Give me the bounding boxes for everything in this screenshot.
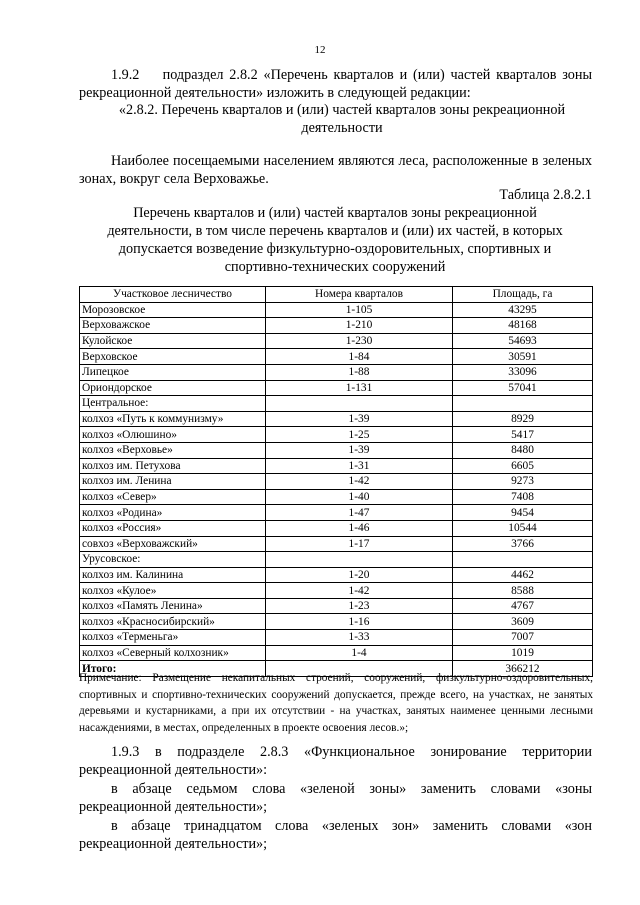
cell-area: 4767: [453, 598, 593, 614]
table-label: Таблица 2.8.2.1: [499, 187, 592, 203]
cell-quarters: 1-42: [266, 583, 453, 599]
cell-area: [453, 552, 593, 568]
cell-forestry: колхоз «Память Ленина»: [80, 598, 266, 614]
item-1-9-3-b: в абзаце тринадцатом слова «зеленых зон» заменить словами «зон рекреационной деятельности»;: [79, 818, 592, 852]
cell-forestry: колхоз им. Ленина: [80, 474, 266, 490]
table-row: [80, 567, 593, 583]
cell-quarters: [266, 396, 453, 412]
cell-forestry: колхоз «Верховье»: [80, 442, 266, 458]
cell-quarters: 1-42: [266, 474, 453, 490]
table-row: [80, 364, 593, 380]
header-quarters: Номера кварталов: [266, 287, 453, 303]
cell-quarters: 1-230: [266, 333, 453, 349]
table-row: [80, 396, 593, 412]
cell-forestry: Морозовское: [80, 302, 266, 318]
cell-quarters: 1-25: [266, 427, 453, 443]
cell-quarters: 1-39: [266, 442, 453, 458]
cell-area: 33096: [453, 364, 593, 380]
cell-area: 5417: [453, 427, 593, 443]
cell-area: 8480: [453, 442, 593, 458]
total-label: Итого:: [80, 661, 266, 677]
table-title: Перечень кварталов и (или) частей кварталов зоны рекреационной деятельности, в том числе перечень кварталов и (или) их частей, в которых допускается возведение физкультурно-оздоровительных, спортивных и спортивно-технических сооружений: [107, 205, 563, 275]
cell-forestry: Верховское: [80, 349, 266, 365]
cell-quarters: 1-88: [266, 364, 453, 380]
cell-area: 54693: [453, 333, 593, 349]
cell-area: 8588: [453, 583, 593, 599]
header-area: Площадь, га: [453, 287, 593, 303]
cell-quarters: 1-33: [266, 630, 453, 646]
header-forestry: Участковое лесничество: [80, 287, 266, 303]
cell-quarters: 1-105: [266, 302, 453, 318]
cell-forestry: колхоз «Северный колхозник»: [80, 645, 266, 661]
table-row: [80, 302, 593, 318]
cell-quarters: 1-46: [266, 520, 453, 536]
cell-quarters: 1-40: [266, 489, 453, 505]
item-1-9-3-a: в абзаце седьмом слова «зеленой зоны» заменить словами «зоны рекреационной деятельности»;: [79, 781, 592, 815]
table-row: [80, 380, 593, 396]
table-row: [80, 505, 593, 521]
table-row: [80, 349, 593, 365]
cell-quarters: 1-20: [266, 567, 453, 583]
cell-forestry: колхоз «Олюшино»: [80, 427, 266, 443]
table-row: [80, 411, 593, 427]
cell-area: 7007: [453, 630, 593, 646]
cell-forestry: колхоз «Терменьга»: [80, 630, 266, 646]
cell-forestry: совхоз «Верховажский»: [80, 536, 266, 552]
cell-forestry: Верховажское: [80, 318, 266, 334]
cell-area: [453, 396, 593, 412]
cell-area: 4462: [453, 567, 593, 583]
cell-forestry: колхоз «Красносибирский»: [80, 614, 266, 630]
cell-forestry: колхоз «Север»: [80, 489, 266, 505]
cell-area: 1019: [453, 645, 593, 661]
table-row: [80, 489, 593, 505]
table-row: [80, 442, 593, 458]
cell-area: 10544: [453, 520, 593, 536]
cell-forestry: колхоз им. Петухова: [80, 458, 266, 474]
table-row: [80, 552, 593, 568]
table-row: [80, 427, 593, 443]
paragraph-forests: Наиболее посещаемыми населением являются леса, расположенные в зеленых зонах, вокруг села Верховажье.: [79, 153, 592, 187]
table-row: [80, 630, 593, 646]
cell-quarters: 1-4: [266, 645, 453, 661]
table-row: [80, 645, 593, 661]
cell-quarters: [266, 552, 453, 568]
cell-quarters: 1-84: [266, 349, 453, 365]
cell-quarters: 1-23: [266, 598, 453, 614]
table-body: [80, 302, 593, 676]
item-1-9-3: 1.9.3 в подразделе 2.8.3 «Функциональное зонирование территории рекреационной деятельности»:: [79, 744, 592, 778]
cell-forestry: Кулойское: [80, 333, 266, 349]
total-area: 366212: [453, 661, 593, 677]
cell-area: 3609: [453, 614, 593, 630]
cell-quarters: 1-131: [266, 380, 453, 396]
cell-forestry: колхоз «Родина»: [80, 505, 266, 521]
cell-area: 3766: [453, 536, 593, 552]
page-number: 12: [314, 44, 326, 56]
table-note: Примечание: Размещение некапитальных строений, сооружений, физкультурно-оздоровительных, спортивных и спортивно-технических сооружений допускается, прежде всего, на участках, не занятых деревьями и кустарниками, а при их отсутствии - на участках, занятых наименее ценными лесными насаждениями, в местах, определенных в проекте освоения лесов.»;: [79, 672, 593, 734]
cell-forestry: колхоз им. Калинина: [80, 567, 266, 583]
cell-quarters: 1-39: [266, 411, 453, 427]
cell-forestry: колхоз «Россия»: [80, 520, 266, 536]
cell-area: 9273: [453, 474, 593, 490]
table-row: [80, 474, 593, 490]
cell-area: 43295: [453, 302, 593, 318]
cell-forestry: Центральное:: [80, 396, 266, 412]
cell-area: 8929: [453, 411, 593, 427]
cell-quarters: 1-210: [266, 318, 453, 334]
cell-forestry: колхоз «Путь к коммунизму»: [80, 411, 266, 427]
cell-quarters: 1-17: [266, 536, 453, 552]
cell-quarters: 1-47: [266, 505, 453, 521]
cell-quarters: 1-31: [266, 458, 453, 474]
cell-area: 9454: [453, 505, 593, 521]
table-row: [80, 520, 593, 536]
forestry-table: [79, 286, 593, 677]
cell-area: 30591: [453, 349, 593, 365]
table-row: [80, 598, 593, 614]
intro-line: 1.9.2 подраздел 2.8.2 «Перечень кварталов и (или) частей кварталов зоны рекреационной деятельности» изложить в следующей редакции:: [79, 67, 592, 101]
cell-area: 6605: [453, 458, 593, 474]
table-row: [80, 536, 593, 552]
cell-quarters: 1-16: [266, 614, 453, 630]
cell-forestry: Липецкое: [80, 364, 266, 380]
table-row: [80, 318, 593, 334]
cell-area: 7408: [453, 489, 593, 505]
table-row: [80, 458, 593, 474]
table-row: [80, 614, 593, 630]
table-row: [80, 583, 593, 599]
cell-area: 57041: [453, 380, 593, 396]
table-header-row: [80, 287, 593, 303]
cell-forestry: колхоз «Кулое»: [80, 583, 266, 599]
section-heading: «2.8.2. Перечень кварталов и (или) частей кварталов зоны рекреационной деятельности: [118, 102, 566, 136]
cell-forestry: Урусовское:: [80, 552, 266, 568]
cell-forestry: Ориондорское: [80, 380, 266, 396]
cell-area: 48168: [453, 318, 593, 334]
table-row: [80, 333, 593, 349]
